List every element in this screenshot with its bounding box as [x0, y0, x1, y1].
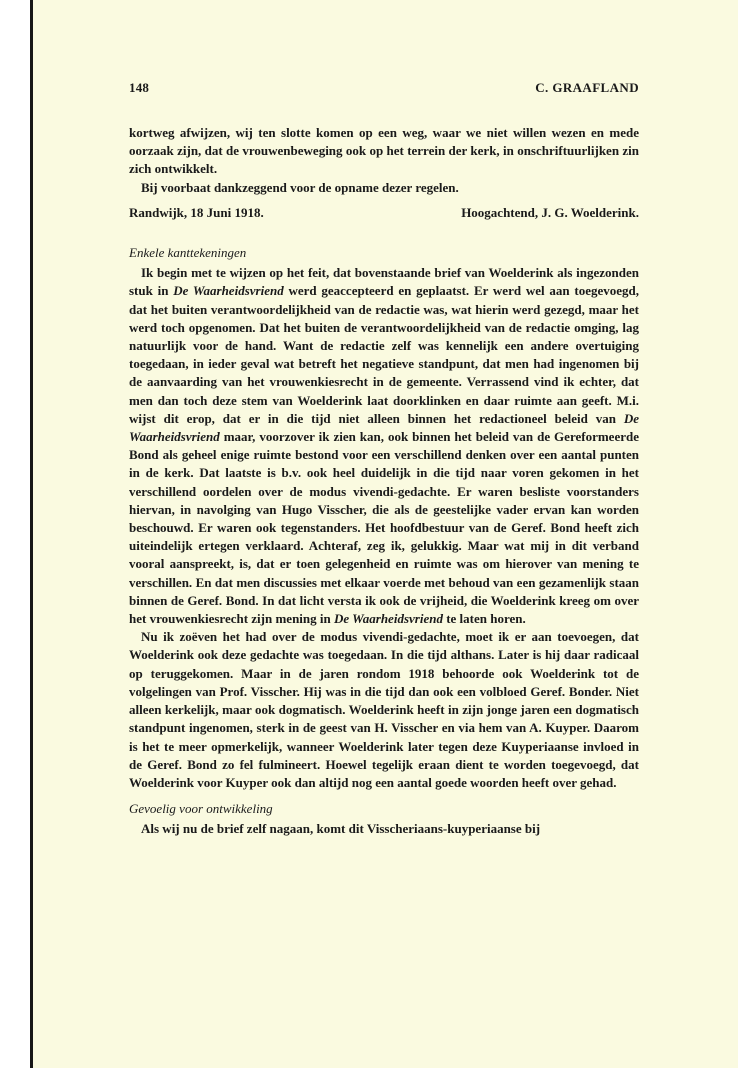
body-text: [129, 124, 639, 839]
running-head-author: C. GRAAFLAND: [535, 80, 639, 95]
paragraph: Nu ik zoëven het had over de modus vivendi-gedachte, moet ik er aan toevoegen, dat Woelderink ook deze gedachte was toegedaan. In die tijd althans. Later is hij daar radicaal op teruggekomen. Maar in de jaren rondom 1918 behoorde ook Woelderink tot de volgelingen van Prof. Visscher. Hij was in die tijd dan ook een volbloed Geref. Bonder. Niet alleen kerkelijk, maar ook dogmatisch. Woelderink heeft in zijn jonge jaren een dogmatisch standpunt ingenomen, sterk in de geest van H. Visscher en via hem van A. Kuyper. Daarom is het te meer opmerkelijk, wanneer Woelderink later tegen deze Kuyperiaanse invloed in de Geref. Bond zo fel fulmineert. Hoewel tegelijk eraan dient te worden toegevoegd, dat Woelderink voor Kuyper ook dan altijd nog een aantal goede woorden heeft over gehad.: [129, 629, 639, 790]
section-heading-ontwikkeling: Gevoelig voor ontwikkeling: [129, 801, 273, 817]
signature-line: [129, 204, 639, 222]
place-date: Randwijk, 18 Juni 1918.: [129, 204, 264, 220]
publication-title: De Waarheidsvriend: [173, 283, 284, 299]
page: [30, 0, 738, 1068]
publication-title: De Waarheidsvriend: [334, 611, 443, 627]
page-number: 148: [129, 80, 150, 95]
paragraph: Als wij nu de brief zelf nagaan, komt dit Visscheriaans-kuyperiaanse bij: [141, 821, 541, 837]
publication-title: De Waarheidsvriend: [129, 410, 639, 445]
paragraph: Ik begin met te wijzen op het feit, dat bovenstaande brief van Woelderink als ingezonden stuk in De Waarheidsvriend werd geaccepteerd en geplaatst. Er werd wel aan toegevoegd, dat het buiten verantwoordelijkheid van de redactie was, wat hierin werd gezegd, maar het werd toch opgenomen. Dat het buiten de verantwoordelijkheid van de redactie omging, lag natuurlijk voor de hand. Want de redactie zelf was kennelijk een andere overtuiging toegedaan, in ieder geval wat betreft het negatieve standpunt, dat men had ingenomen bij de aanvaarding van het vrouwenkiesrecht in de gemeente. Verrassend vind ik echter, dat men dan toch deze stem van Woelderink laat doorklinken en daar ruimte aan geeft. M.i. wijst dit erop, dat er in die tijd niet alleen binnen het redactioneel beleid van De Waarheidsvriend maar, voorzover ik zien kan, ook binnen het beleid van de Gereformeerde Bond als geheel enige ruimte bestond voor een verschillend denken over een aantal punten in de kerk. Dat laatste is b.v. ook heel duidelijk in die tijd naar voren gekomen in het verschillend oordelen over de modus vivendi-gedachte. Er waren besliste voorstanders hiervan, in navolging van Hugo Visscher, die als de geestelijke vader ervan kan worden beschouwd. Er waren ook tegenstanders. Het hoofdbestuur van de Geref. Bond heeft zich uiteindelijk ertegen verklaard. Achteraf, zeg ik, gelukkig. Maar wat mij in dit verband vooral aanspreekt, is, dat er toen gelegenheid en ruimte was om hierover van mening te verschillen. En dat men discussies met elkaar voerde met behoud van een gezamenlijk staan binnen de Geref. Bond. In dat licht versta ik ook de vrijheid, die Woelderink kreeg om over het vrouwenkiesrecht zijn mening in De Waarheidsvriend te laten horen.: [129, 265, 639, 627]
letter-closing-line: Bij voorbaat dankzeggend voor de opname dezer regelen.: [141, 179, 459, 195]
letter-paragraph: kortweg afwijzen, wij ten slotte komen op een weg, waar we niet willen wezen en mede oorzaak zijn, dat de vrouwenbeweging ook op het terrein der kerk, in onschriftuurlijken zin zich ontwikkelt.: [129, 125, 639, 177]
section-heading-kanttekeningen: Enkele kanttekeningen: [129, 245, 247, 261]
closing-signature: Hoogachtend, J. G. Woelderink.: [461, 204, 639, 220]
